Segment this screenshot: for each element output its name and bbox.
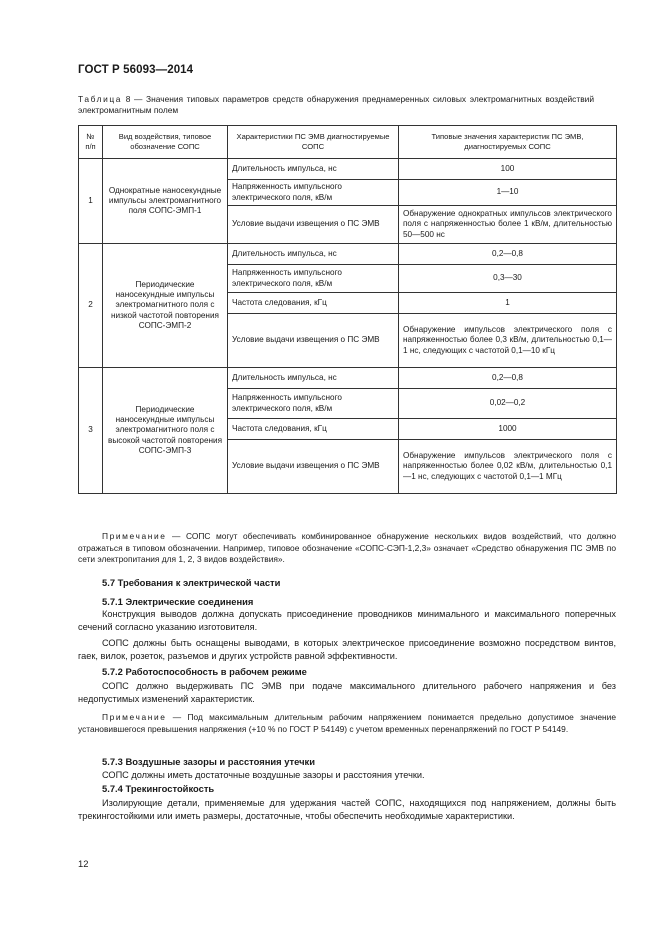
typical-value: 0,3—30 [399, 265, 617, 293]
typical-value: 0,2—0,8 [399, 244, 617, 265]
characteristic: Длительность импульса, нс [228, 244, 399, 265]
characteristic: Частота следования, кГц [228, 293, 399, 314]
characteristic: Напряженность импульсного электрического поля, кВ/м [228, 265, 399, 293]
characteristic: Условие выдачи извещения о ПС ЭМВ [228, 440, 399, 494]
table-caption [78, 94, 594, 116]
table-row [79, 159, 617, 180]
col-header-values: Типовые значения характеристик ПС ЭМВ, диагностируемых СОПС [399, 126, 617, 159]
parameters-table [78, 125, 617, 494]
characteristic: Длительность импульса, нс [228, 368, 399, 389]
note-label: Примечание [102, 712, 167, 722]
table-row [79, 244, 617, 265]
characteristic: Условие выдачи извещения о ПС ЭМВ [228, 314, 399, 368]
note-combined-detection [78, 531, 616, 566]
characteristic: Условие выдачи извещения о ПС ЭМВ [228, 206, 399, 244]
typical-value: 100 [399, 159, 617, 180]
section-5-7-2-paragraph-1: СОПС должно выдерживать ПС ЭМВ при подаче максимального длительного рабочего напряжения и без недопустимых изменений характеристик. [78, 681, 616, 704]
row-number: 2 [79, 244, 103, 368]
impact-kind: Периодические наносекундные импульсы электромагнитного поля с высокой частотой повторения СОПС-ЭМП-3 [103, 368, 228, 494]
impact-kind: Периодические наносекундные импульсы электромагнитного поля с низкой частотой повторения СОПС-ЭМП-2 [103, 244, 228, 368]
col-header-characteristics: Характеристики ПС ЭМВ диагностируемые СОПС [228, 126, 399, 159]
characteristic: Напряженность импульсного электрического поля, кВ/м [228, 389, 399, 419]
typical-value: Обнаружение импульсов электрического поля с напряженностью более 0,3 кВ/м, длительностью 0,1—1 нс, следующих с частотой 0,1—10 кГц [399, 314, 617, 368]
row-number: 3 [79, 368, 103, 494]
section-5-7-1-title: 5.7.1 Электрические соединения [102, 596, 254, 607]
typical-value: 0,2—0,8 [399, 368, 617, 389]
impact-kind: Однократные наносекундные импульсы электромагнитного поля СОПС-ЭМП-1 [103, 159, 228, 244]
typical-value: 1000 [399, 419, 617, 440]
table-caption-text: — Значения типовых параметров средств обнаружения преднамеренных силовых электромагнитных воздействий электромагнитным полем [78, 94, 594, 115]
characteristic: Напряженность импульсного электрического поля, кВ/м [228, 180, 399, 206]
section-5-7-1-paragraph-2: СОПС должны быть оснащены выводами, в которых электрическое присоединение возможно посредством винтов, гаек, вилок, розеток, разъемов и других устройств равной эффективности. [78, 638, 616, 661]
section-5-7-2-title: 5.7.2 Работоспособность в рабочем режиме [102, 666, 307, 677]
table-header-row [79, 126, 617, 159]
page-number: 12 [78, 858, 89, 869]
section-5-7-4-paragraph-1: Изолирующие детали, применяемые для удержания частей СОПС, находящихся под напряжением, должны быть трекингостойкими или иметь размеры, достаточные, чтобы обеспечить необходимые характеристики. [78, 798, 616, 821]
typical-value: 1—10 [399, 180, 617, 206]
typical-value: Обнаружение однократных импульсов электрического поля с напряженностью более 1 кВ/м, длительностью 50—500 нс [399, 206, 617, 244]
note-text: — СОПС могут обеспечивать комбинированное обнаружение нескольких видов воздействий, что должно отражаться в типовом обозначении. Например, типовое обозначение «СОПС-СЭП-1,2,3» означает «Средство обнаружения ПС ЭМВ по сети электропитания для 1, 2, 3 видов воздействия». [78, 531, 616, 565]
typical-value: Обнаружение импульсов электрического поля с напряженностью более 0,02 кВ/м, длительностью 0,1—1 нс, следующих с частотой 0,1—1 МГц [399, 440, 617, 494]
table-caption-label: Таблица [78, 94, 123, 104]
note-text: — Под максимальным длительным рабочим напряжением понимается предельно допустимое значение установившегося превышения напряжения (+10 % по ГОСТ Р 54149) с учетом временных перенапряжений по ГОСТ Р 54149. [78, 712, 616, 734]
section-5-7-3-paragraph-1: СОПС должны иметь достаточные воздушные зазоры и расстояния утечки. [102, 770, 425, 780]
table-caption-number: 8 [125, 94, 131, 104]
table-row [79, 368, 617, 389]
document-header: ГОСТ Р 56093—2014 [78, 64, 194, 76]
row-number: 1 [79, 159, 103, 244]
section-5-7-1-paragraph-1: Конструкция выводов должна допускать присоединение проводников минимального и максимального поперечных сечений согласно указанию изготовителя. [78, 609, 616, 632]
section-5-7-3-title: 5.7.3 Воздушные зазоры и расстояния утечки [102, 756, 316, 767]
characteristic: Частота следования, кГц [228, 419, 399, 440]
note-max-voltage [78, 712, 616, 735]
section-5-7-4-title: 5.7.4 Трекингостойкость [102, 783, 215, 794]
section-5-7-title: 5.7 Требования к электрической части [102, 577, 281, 588]
col-header-num: № п/п [79, 126, 103, 159]
col-header-kind: Вид воздействия, типовое обозначение СОПС [103, 126, 228, 159]
characteristic: Длительность импульса, нс [228, 159, 399, 180]
note-label: Примечание [102, 531, 167, 541]
typical-value: 0,02—0,2 [399, 389, 617, 419]
typical-value: 1 [399, 293, 617, 314]
